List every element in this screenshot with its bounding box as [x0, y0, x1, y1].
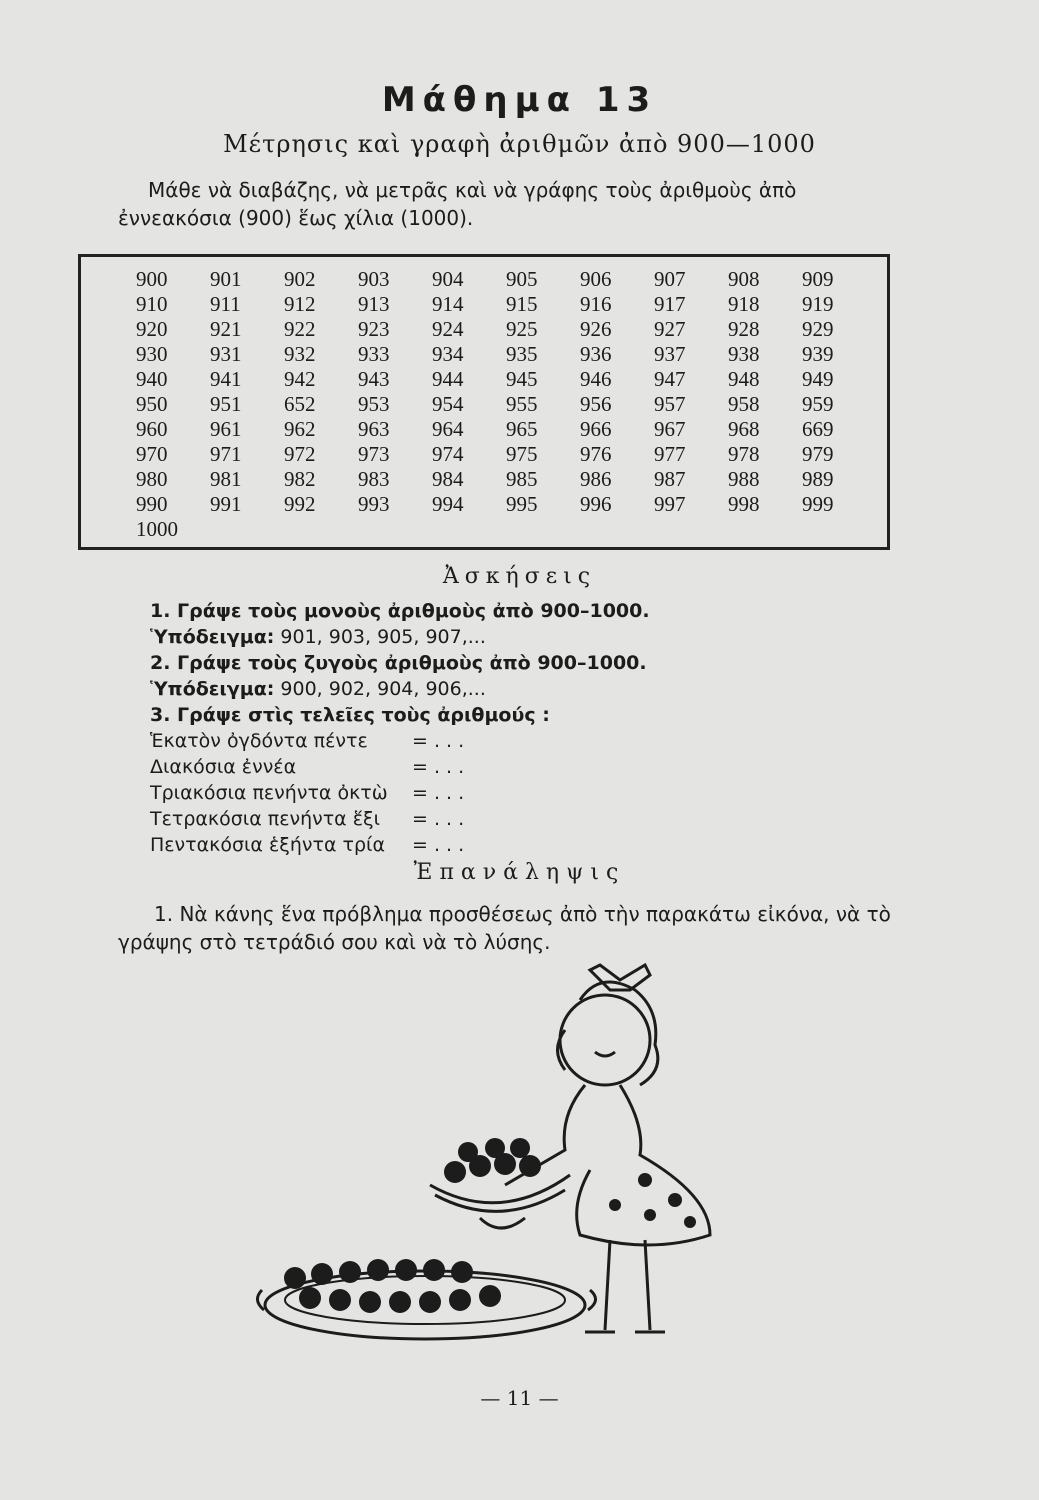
exercise-1-example-value: 901, 903, 905, 907,... [274, 626, 486, 648]
lesson-title: Μάθημα 13 [381, 80, 658, 120]
number-cell: 989 [802, 467, 834, 491]
number-cell: 924 [432, 317, 464, 341]
number-cell: 997 [654, 492, 686, 516]
revision-paragraph: 1. Νὰ κάνης ἕνα πρόβλημα προσθέσεως ἀπὸ τὴν παρακάτω εἰκόνα, νὰ τὸ γράψης στὸ τετράδιό σου καὶ νὰ τὸ λύσης. [118, 902, 891, 954]
fill-row-blank: = . . . [412, 730, 465, 752]
number-cell: 917 [654, 292, 686, 316]
number-cell: 932 [284, 342, 316, 366]
number-cell: 974 [432, 442, 464, 466]
number-cell: 959 [802, 392, 834, 416]
number-cell: 652 [284, 392, 316, 416]
number-cell: 950 [136, 392, 168, 416]
number-cell: 930 [136, 342, 168, 366]
number-cell: 919 [802, 292, 834, 316]
fill-row [150, 780, 910, 806]
apples [284, 1138, 541, 1313]
number-cell: 951 [210, 392, 242, 416]
exercise-1-instruction: 1. Γράψε τοὺς μονοὺς ἀριθμοὺς ἀπὸ 900–1000. [150, 600, 650, 622]
fill-row-words: Τετρακόσια πενήντα ἕξι [150, 808, 381, 830]
number-cell: 988 [728, 467, 760, 491]
empty-cell [358, 517, 432, 542]
exercise-1-example-label: Ὑπόδειγμα: [150, 626, 275, 648]
number-cell: 979 [802, 442, 834, 466]
number-cell: 965 [506, 417, 538, 441]
number-cell: 901 [210, 267, 242, 291]
number-cell: 907 [654, 267, 686, 291]
number-cell: 929 [802, 317, 834, 341]
number-cell: 993 [358, 492, 390, 516]
fill-row-blank: = . . . [412, 782, 465, 804]
empty-cell [654, 517, 728, 542]
exercise-1-example [150, 624, 910, 650]
exercises-heading: Ἀσκήσεις [442, 564, 597, 589]
number-cell: 669 [802, 417, 834, 441]
number-cell: 971 [210, 442, 242, 466]
number-cell: 941 [210, 367, 242, 391]
fill-row-blank: = . . . [412, 756, 465, 778]
fill-row-words: Διακόσια ἐννέα [150, 756, 297, 778]
number-cell: 962 [284, 417, 316, 441]
girl-head [560, 995, 650, 1085]
number-cell: 913 [358, 292, 390, 316]
exercise-2-example-value: 900, 902, 904, 906,... [274, 678, 486, 700]
number-cell: 935 [506, 342, 538, 366]
number-cell: 986 [580, 467, 612, 491]
number-cell: 938 [728, 342, 760, 366]
number-cell: 909 [802, 267, 834, 291]
number-cell: 904 [432, 267, 464, 291]
number-cell: 967 [654, 417, 686, 441]
exercise-2-instruction: 2. Γράψε τοὺς ζυγοὺς ἀριθμοὺς ἀπὸ 900–1000. [150, 652, 647, 674]
number-cell: 953 [358, 392, 390, 416]
girl-with-apples-illustration [250, 960, 770, 1355]
number-cell: 984 [432, 467, 464, 491]
number-cell: 945 [506, 367, 538, 391]
page-number: — 11 — [480, 1386, 559, 1410]
number-cell: 936 [580, 342, 612, 366]
fill-row-blank: = . . . [412, 808, 465, 830]
number-cell: 991 [210, 492, 242, 516]
number-cell: 926 [580, 317, 612, 341]
number-cell: 999 [802, 492, 834, 516]
number-cell: 944 [432, 367, 464, 391]
empty-cell [432, 517, 506, 542]
number-cell: 973 [358, 442, 390, 466]
number-table-box [78, 254, 890, 550]
number-cell: 927 [654, 317, 686, 341]
number-cell: 994 [432, 492, 464, 516]
number-cell: 987 [654, 467, 686, 491]
empty-cell [728, 517, 802, 542]
fill-row-blank: = . . . [412, 834, 465, 856]
fill-row [150, 806, 910, 832]
number-cell: 956 [580, 392, 612, 416]
empty-cell [506, 517, 580, 542]
number-cell: 978 [728, 442, 760, 466]
number-cell: 955 [506, 392, 538, 416]
number-cell: 908 [728, 267, 760, 291]
number-cell: 912 [284, 292, 316, 316]
fill-row-words: Ἑκατὸν ὀγδόντα πέντε [150, 730, 368, 752]
fill-row-words: Πεντακόσια ἑξήντα τρία [150, 834, 385, 856]
number-cell: 922 [284, 317, 316, 341]
number-cell: 942 [284, 367, 316, 391]
number-cell: 963 [358, 417, 390, 441]
revision-heading: Ἐπανάληψις [413, 860, 626, 885]
number-cell: 916 [580, 292, 612, 316]
number-cell: 911 [210, 292, 241, 316]
number-cell: 905 [506, 267, 538, 291]
number-cell: 983 [358, 467, 390, 491]
number-cell: 900 [136, 267, 168, 291]
number-cell: 918 [728, 292, 760, 316]
number-cell: 976 [580, 442, 612, 466]
number-cell: 964 [432, 417, 464, 441]
number-cell: 925 [506, 317, 538, 341]
number-cell: 998 [728, 492, 760, 516]
number-cell: 940 [136, 367, 168, 391]
empty-cell [284, 517, 358, 542]
number-cell: 934 [432, 342, 464, 366]
number-cell: 980 [136, 467, 168, 491]
number-cell: 996 [580, 492, 612, 516]
exercise-2-example-label: Ὑπόδειγμα: [150, 678, 275, 700]
exercise-3-instruction: 3. Γράψε στὶς τελεῖες τοὺς ἀριθμούς : [150, 704, 550, 726]
hair-bow [590, 965, 650, 990]
number-cell: 906 [580, 267, 612, 291]
number-cell: 966 [580, 417, 612, 441]
number-cell: 1000 [136, 517, 178, 541]
number-cell: 939 [802, 342, 834, 366]
empty-cell [802, 517, 876, 542]
number-cell: 943 [358, 367, 390, 391]
number-cell: 914 [432, 292, 464, 316]
number-cell: 981 [210, 467, 242, 491]
number-cell: 948 [728, 367, 760, 391]
number-cell: 975 [506, 442, 538, 466]
number-cell: 923 [358, 317, 390, 341]
fill-row-words: Τριακόσια πενήντα ὀκτὼ [150, 782, 388, 804]
number-cell: 915 [506, 292, 538, 316]
number-cell: 961 [210, 417, 242, 441]
number-cell: 958 [728, 392, 760, 416]
number-cell: 982 [284, 467, 316, 491]
number-cell: 949 [802, 367, 834, 391]
exercises-list [150, 598, 910, 858]
number-cell: 985 [506, 467, 538, 491]
number-cell: 937 [654, 342, 686, 366]
exercise-2-example [150, 676, 910, 702]
number-cell: 946 [580, 367, 612, 391]
number-cell: 970 [136, 442, 168, 466]
number-cell: 921 [210, 317, 242, 341]
number-cell: 995 [506, 492, 538, 516]
fill-row [150, 754, 910, 780]
intro-paragraph: Μάθε νὰ διαβάζης, νὰ μετρᾶς καὶ νὰ γράφης τοὺς ἀριθμοὺς ἀπὸ ἐννεακόσια (900) ἕως χίλια (1000). [118, 178, 797, 230]
number-cell: 992 [284, 492, 316, 516]
number-cell: 972 [284, 442, 316, 466]
number-cell: 960 [136, 417, 168, 441]
lesson-subtitle: Μέτρησις καὶ γραφὴ ἀριθμῶν ἀπὸ 900—1000 [223, 130, 816, 158]
number-cell: 910 [136, 292, 168, 316]
number-cell: 931 [210, 342, 242, 366]
number-cell: 954 [432, 392, 464, 416]
number-cell: 947 [654, 367, 686, 391]
fill-row [150, 832, 910, 858]
number-cell: 920 [136, 317, 168, 341]
number-cell: 928 [728, 317, 760, 341]
empty-cell [580, 517, 654, 542]
number-cell: 903 [358, 267, 390, 291]
dress-dots [609, 1173, 696, 1228]
fill-row [150, 728, 910, 754]
number-cell: 933 [358, 342, 390, 366]
number-cell: 902 [284, 267, 316, 291]
number-cell: 977 [654, 442, 686, 466]
empty-cell [210, 517, 284, 542]
number-cell: 968 [728, 417, 760, 441]
number-cell: 990 [136, 492, 168, 516]
number-table [136, 267, 876, 542]
number-cell: 957 [654, 392, 686, 416]
